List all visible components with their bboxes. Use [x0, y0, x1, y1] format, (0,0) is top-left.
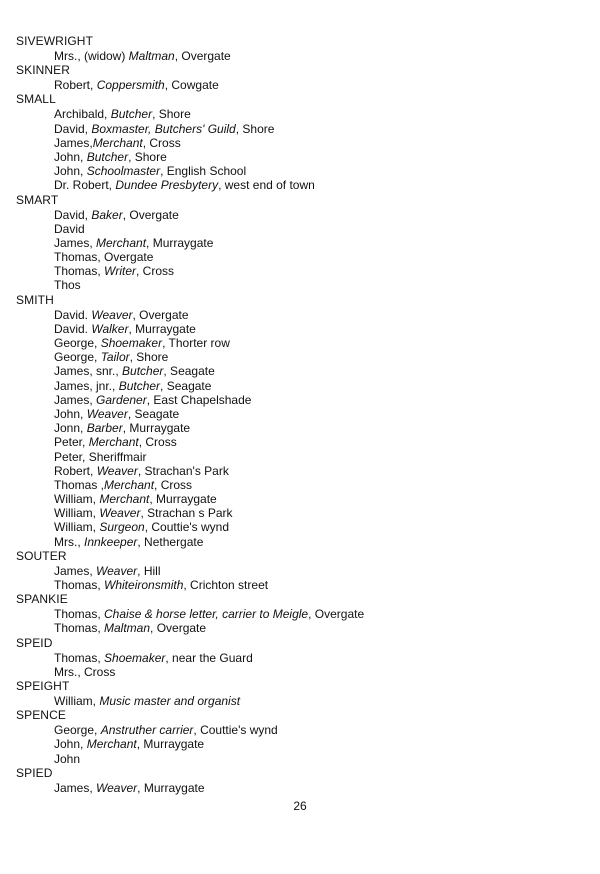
person-occupation: Walker	[91, 321, 129, 336]
person-place: , Cowgate	[164, 78, 219, 93]
person-place: , Murraygate	[137, 780, 205, 795]
person-name: David	[54, 221, 85, 236]
person-entry	[16, 752, 586, 766]
surname-heading: SIVEWRIGHT	[16, 34, 94, 48]
person-occupation: Weaver	[99, 506, 141, 521]
person-occupation: Weaver	[96, 563, 138, 578]
person-place: , Thorter row	[162, 336, 230, 350]
person-occupation: Weaver	[96, 463, 138, 478]
person-name: Dr. Robert,	[54, 178, 116, 193]
person-occupation: Weaver	[86, 406, 128, 421]
person-occupation: Merchant	[88, 435, 139, 450]
person-entry	[16, 492, 586, 506]
person-occupation: Schoolmaster	[86, 164, 161, 179]
person-name: Jonn,	[54, 421, 87, 436]
person-entry	[16, 222, 586, 236]
person-name: George,	[54, 350, 101, 365]
person-occupation: Barber	[86, 421, 123, 436]
person-occupation: Weaver	[91, 307, 133, 322]
person-occupation: Anstruther carrier	[100, 723, 194, 738]
person-entry	[16, 781, 586, 795]
person-entry	[16, 578, 586, 592]
person-occupation: Tailor	[100, 350, 130, 365]
person-place: , Strachan s Park	[140, 506, 233, 521]
person-occupation: Gardener	[96, 392, 147, 407]
person-entry	[16, 208, 586, 222]
person-occupation: Merchant	[104, 477, 155, 492]
person-place: , Seagate	[160, 378, 212, 393]
person-entry	[16, 464, 586, 478]
person-occupation: Merchant	[86, 737, 137, 752]
person-name: George,	[54, 336, 101, 350]
person-entry	[16, 737, 586, 751]
person-name: Thomas,	[54, 650, 105, 665]
person-name: John,	[54, 406, 87, 421]
person-place: , Strachan's Park	[137, 463, 229, 478]
person-entry	[16, 164, 586, 178]
person-occupation: Music master and organist	[99, 693, 241, 708]
person-entry	[16, 49, 586, 63]
person-occupation: Surgeon	[99, 520, 145, 535]
person-occupation: Shoemaker	[100, 336, 163, 350]
person-name: David.	[54, 321, 92, 336]
person-name: John,	[54, 737, 87, 752]
person-name: James,	[54, 780, 97, 795]
person-name: Mrs., (widow)	[54, 49, 129, 63]
person-entry	[16, 236, 586, 250]
surname-heading: SPENCE	[16, 708, 66, 723]
person-name: David,	[54, 121, 92, 136]
person-place: , Murraygate	[146, 235, 214, 250]
person-occupation: Butcher	[122, 364, 164, 379]
person-occupation: Writer	[104, 264, 137, 279]
person-entry	[16, 665, 586, 679]
person-name: James, jnr.,	[54, 378, 119, 393]
person-name: James, snr.,	[54, 364, 123, 379]
person-name: James,	[54, 235, 97, 250]
person-name: Thomas,	[54, 621, 105, 636]
person-occupation: Boxmaster, Butchers' Guild	[91, 121, 236, 136]
person-name: Robert,	[54, 78, 97, 93]
surname-heading: SKINNER	[16, 63, 71, 78]
person-place: , East Chapelshade	[146, 392, 252, 407]
person-place: , Murraygate	[136, 737, 205, 752]
person-occupation: Baker	[91, 207, 123, 222]
person-place: , Shore	[235, 121, 275, 136]
person-name: James,	[54, 135, 93, 150]
person-entry	[16, 107, 586, 121]
person-name: Thomas,	[54, 607, 105, 622]
surname-heading: SOUTER	[16, 548, 67, 563]
person-place: , English School	[160, 164, 247, 179]
person-place: , Shore	[152, 107, 191, 122]
person-name: William,	[54, 693, 100, 708]
person-occupation: Merchant	[96, 235, 147, 250]
surname-heading: SMALL	[16, 92, 56, 107]
person-entry	[16, 450, 586, 464]
person-name: Robert,	[54, 463, 97, 478]
person-name: David,	[54, 207, 92, 222]
person-name: Peter, Sheriffmair	[54, 449, 147, 464]
person-occupation: Coppersmith	[96, 78, 165, 93]
person-entry	[16, 478, 586, 492]
person-entry	[16, 607, 586, 621]
person-name: Thomas,	[54, 578, 105, 592]
person-name: Thomas, Overgate	[54, 250, 154, 265]
person-entry	[16, 651, 586, 665]
surname-heading: SMITH	[16, 292, 54, 307]
surname-heading: SPANKIE	[16, 592, 68, 607]
person-place: , Murraygate	[128, 321, 196, 336]
person-entry	[16, 308, 586, 322]
person-place: , Seagate	[127, 406, 180, 421]
person-entry	[16, 535, 586, 549]
person-place: , Couttie's wynd	[193, 723, 278, 738]
person-name: Peter,	[54, 435, 89, 450]
person-place: , Overgate	[122, 207, 179, 222]
person-name: William,	[54, 492, 100, 507]
surname-heading: SPIED	[16, 765, 53, 780]
person-place: , Nethergate	[137, 534, 204, 549]
person-name: George,	[54, 723, 101, 738]
person-occupation: Butcher	[110, 107, 153, 122]
person-place: , Overgate	[308, 607, 365, 622]
person-place: , near the Guard	[165, 650, 253, 665]
person-occupation: Innkeeper	[84, 534, 138, 549]
person-entry	[16, 723, 586, 737]
person-entry	[16, 520, 586, 534]
person-entry	[16, 694, 586, 708]
person-place: , Murraygate	[122, 421, 191, 436]
person-name: William,	[54, 506, 100, 521]
surname-heading: SPEIGHT	[16, 678, 70, 693]
person-place: , Couttie's wynd	[144, 520, 230, 535]
person-entry	[16, 322, 586, 336]
person-occupation: Butcher	[86, 149, 129, 164]
person-name: John	[54, 751, 81, 766]
person-entry	[16, 264, 586, 278]
person-place: , Overgate	[174, 49, 231, 63]
person-place: , Shore	[128, 149, 167, 164]
person-name: James,	[54, 563, 97, 578]
person-occupation: Whiteironsmith	[104, 578, 184, 592]
page-number: 26	[293, 799, 307, 813]
person-place: , Cross	[154, 477, 193, 492]
person-place: , Cross	[138, 435, 177, 450]
person-place: , west end of town	[218, 178, 315, 193]
person-entry	[16, 506, 586, 520]
person-name: David.	[54, 307, 92, 322]
person-occupation: Butcher	[118, 378, 161, 393]
person-entry	[16, 350, 586, 364]
person-occupation: Maltman	[104, 621, 151, 636]
person-occupation: Chaise & horse letter, carrier to Meigle	[104, 607, 309, 622]
person-name: Archibald,	[54, 107, 111, 122]
person-occupation: Weaver	[96, 780, 138, 795]
person-place: , Overgate	[150, 621, 207, 636]
person-occupation: Shoemaker	[104, 650, 166, 665]
person-place: , Cross	[136, 264, 175, 279]
person-name: Thomas ,	[54, 477, 105, 492]
person-occupation: Merchant	[99, 492, 150, 507]
person-entry	[16, 150, 586, 164]
person-entry	[16, 421, 586, 435]
person-entry	[16, 407, 586, 421]
person-occupation: Dundee Presbytery	[115, 178, 219, 193]
person-name: John,	[54, 164, 87, 179]
directory-entries	[16, 34, 586, 795]
person-name: James,	[54, 392, 97, 407]
person-name: William,	[54, 520, 100, 535]
person-place: , Cross	[142, 135, 181, 150]
person-entry	[16, 178, 586, 192]
person-name: Thomas,	[54, 264, 105, 279]
person-entry	[16, 564, 586, 578]
person-place: , Seagate	[163, 364, 215, 379]
person-entry	[16, 122, 586, 136]
person-entry	[16, 278, 586, 292]
person-occupation: Maltman	[128, 49, 175, 63]
person-name: Mrs., Cross	[54, 664, 116, 679]
surname-heading: SPEID	[16, 635, 53, 650]
person-entry	[16, 621, 586, 635]
surname-heading: SMART	[16, 192, 59, 207]
person-entry	[16, 435, 586, 449]
person-entry	[16, 78, 586, 92]
person-entry	[16, 393, 586, 407]
person-place: , Crichton street	[183, 578, 269, 592]
person-place: , Shore	[129, 350, 169, 365]
person-place: , Hill	[137, 563, 161, 578]
person-entry	[16, 136, 586, 150]
person-occupation: Merchant	[92, 135, 143, 150]
person-name: John,	[54, 149, 87, 164]
person-place: , Overgate	[132, 307, 189, 322]
person-name: Mrs.,	[54, 534, 84, 549]
person-entry	[16, 364, 586, 378]
person-entry	[16, 336, 586, 350]
person-place: , Murraygate	[149, 492, 217, 507]
person-entry	[16, 379, 586, 393]
person-entry	[16, 250, 586, 264]
person-name: Thos	[54, 278, 81, 293]
